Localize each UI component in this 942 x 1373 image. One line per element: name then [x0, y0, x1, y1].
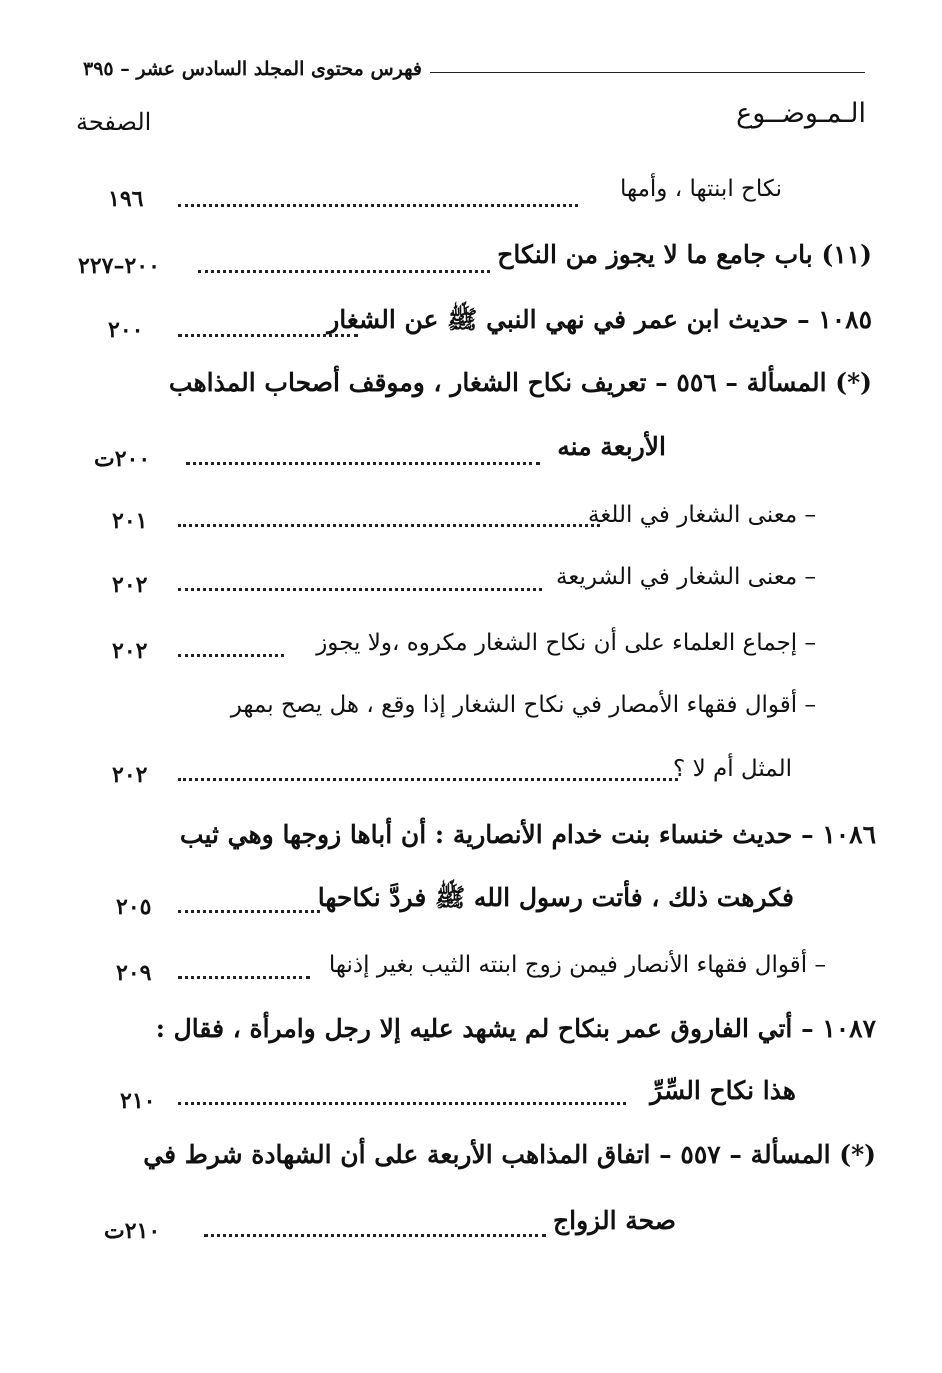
page-number: ٢٠٩	[116, 960, 152, 986]
dot-leader	[178, 334, 358, 337]
dot-leader	[198, 270, 490, 273]
entry-title-continued: فكرهت ذلك ، فأتت رسول الله ﷺ فردَّ نكاحها	[317, 883, 794, 912]
dot-leader	[178, 654, 284, 657]
dot-leader	[178, 778, 678, 781]
entry-title: (*) المسألة – ٥٥٧ – اتفاق المذاهب الأربعة على أن الشهادة شرط في	[143, 1140, 876, 1169]
page-number: ٢١٠	[120, 1088, 156, 1114]
entry-title: (١١) باب جامع ما لا يجوز من النكاح	[497, 240, 872, 269]
entry-title: – معنى الشغار في الشريعة	[556, 564, 816, 590]
topic-column-heading: الـمـوضــوع	[736, 98, 866, 129]
entry-title: نكاح ابنتها ، وأمها	[619, 176, 782, 202]
page-number: ٢٠٥	[116, 894, 152, 920]
page-number: ٢٠٢	[112, 572, 148, 598]
entry-title: – أقوال فقهاء الأنصار فيمن زوج ابنته الثيب بغير إذنها	[328, 952, 826, 978]
entry-title: ١٠٨٧ – أتي الفاروق عمر بنكاح لم يشهد عليه إلا رجل وامرأة ، فقال :	[155, 1014, 876, 1043]
entry-title: – معنى الشغار في اللغة	[587, 502, 816, 528]
entry-title: ١٠٨٦ – حديث خنساء بنت خدام الأنصارية : أن أباها زوجها وهي ثيب	[179, 820, 876, 849]
entry-title: ١٠٨٥ – حديث ابن عمر في نهي النبي ﷺ عن الشغار	[327, 305, 872, 334]
dot-leader	[178, 910, 320, 913]
page-number: ٢٠٢	[112, 762, 148, 788]
page-number: ٢٠٠ت	[94, 446, 151, 472]
page-number: ٢٠٠	[108, 317, 144, 343]
entry-title: – إجماع العلماء على أن نكاح الشغار مكروه ،ولا يجوز	[316, 630, 816, 656]
dot-leader	[178, 1102, 626, 1105]
dot-leader	[204, 1234, 546, 1237]
page-number: ٢٠٠–٢٢٧	[78, 253, 160, 279]
entry-title: – أقوال فقهاء الأمصار في نكاح الشغار إذا وقع ، هل يصح بمهر	[230, 692, 816, 718]
page-column-heading: الصفحة	[76, 108, 152, 136]
entry-title: (*) المسألة – ٥٥٦ – تعريف نكاح الشغار ، وموقف أصحاب المذاهب	[168, 368, 872, 397]
entry-title-continued: المثل أم لا ؟	[673, 756, 792, 782]
entry-title-continued: صحة الزواج	[553, 1206, 676, 1235]
entry-title-continued: هذا نكاح السِّرِّ	[650, 1076, 796, 1105]
page-number: ٢٠١	[112, 508, 148, 534]
page-number: ٢١٠ت	[104, 1218, 161, 1244]
dot-leader	[186, 462, 540, 465]
entry-title-continued: الأربعة منه	[557, 432, 666, 461]
dot-leader	[178, 524, 600, 527]
dot-leader	[178, 588, 542, 591]
page-number: ١٩٦	[108, 186, 144, 212]
dot-leader	[178, 976, 310, 979]
dot-leader	[178, 204, 578, 207]
header-rule	[430, 72, 865, 73]
running-head: فهرس محتوى المجلد السادس عشر – ٣٩٥	[82, 58, 422, 80]
page-number: ٢٠٢	[112, 638, 148, 664]
